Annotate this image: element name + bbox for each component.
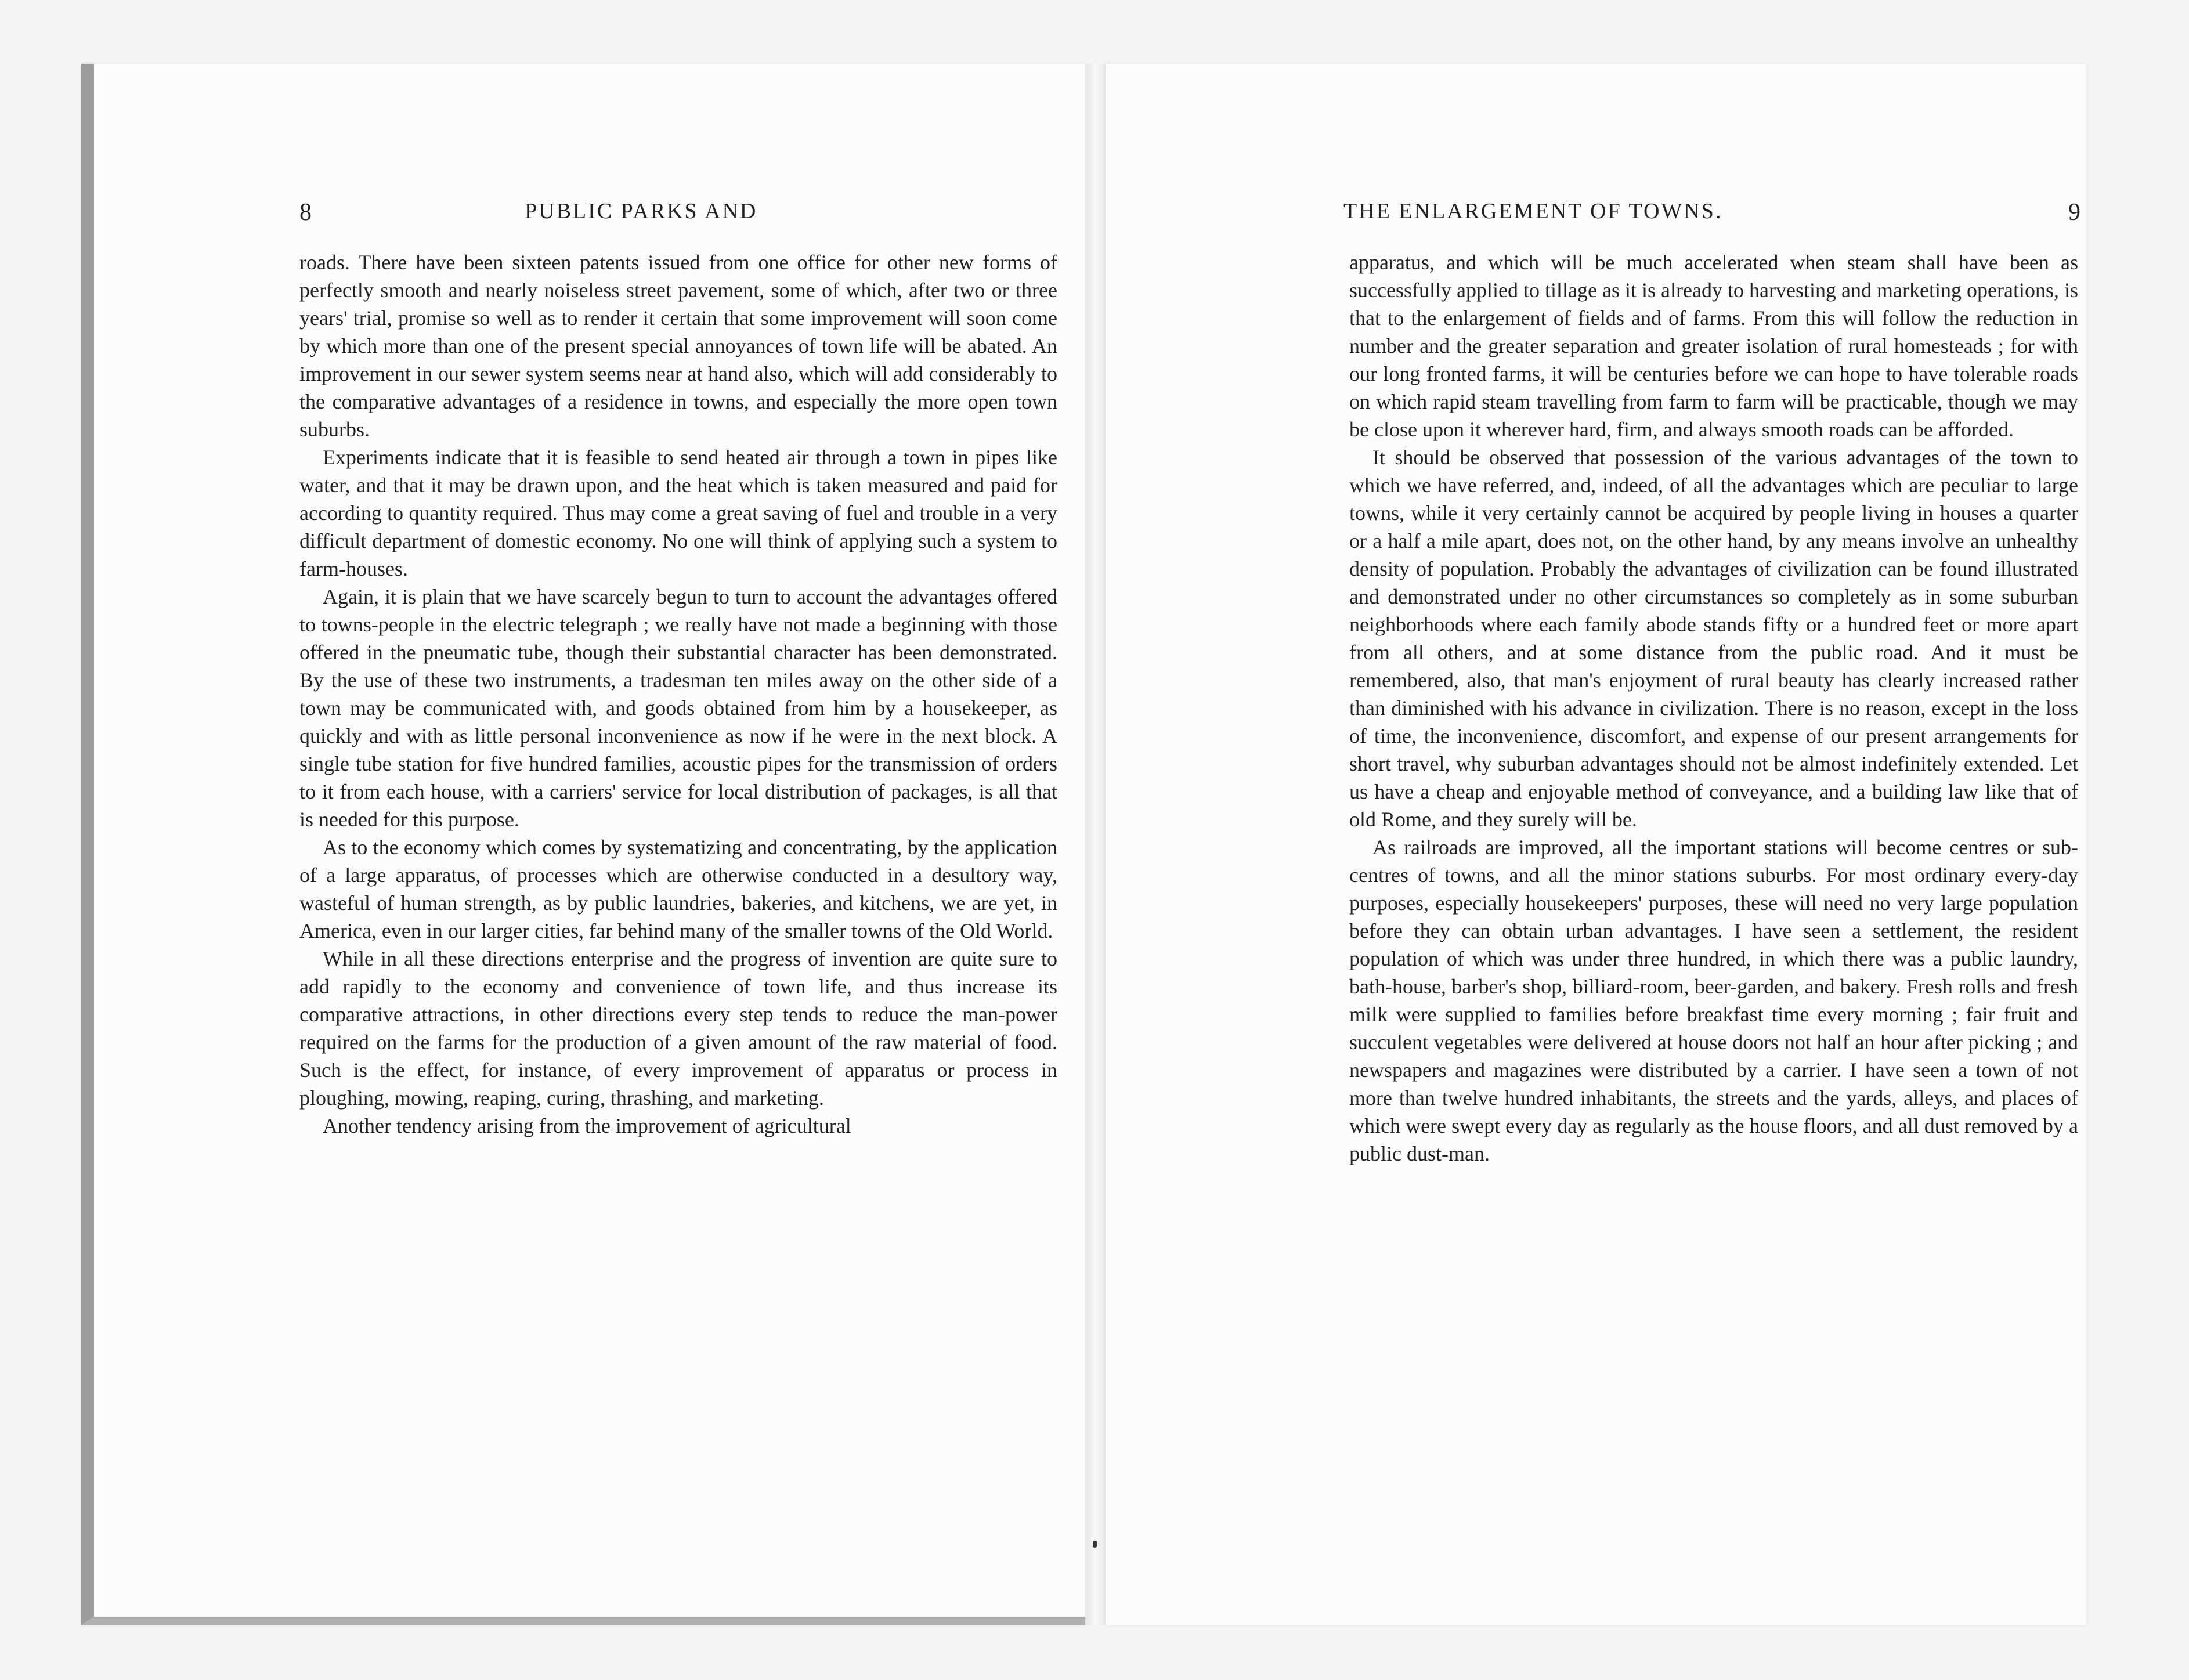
right-running-head: THE ENLARGEMENT OF TOWNS.: [1343, 199, 1723, 223]
paragraph: Another tendency arising from the improvement of agricultural: [323, 1114, 851, 1137]
left-page-number: 8: [299, 199, 312, 226]
right-page: [1106, 64, 2086, 1625]
paragraph: As railroads are improved, all the important stations will become centres or sub-centres of towns, and all the minor stations suburbs. For most ordinary every-day purposes, especially housekeepers' purposes, these will need no very large population before they can obtain urban advantages. I have seen a settlement, the resident population of which was under three hundred, in which there was a public laundry, bath-house, barber's shop, billiard-room, beer-garden, and bakery. Fresh rolls and fresh milk were supplied to families before breakfast time every morning ; fair fruit and succulent vegetables were delivered at house doors not half an hour after picking ; and newspapers and magazines were distributed by a carrier. I have seen a town of not more than twelve hundred inhabitants, the streets and the yards, alleys, and places of which were swept every day as regularly as the house floors, and all dust removed by a public dust-man.: [1349, 836, 2078, 1165]
paragraph: While in all these directions enterprise and the progress of invention are quite sure to add rapidly to the economy and convenience of town life, and thus increase its comparative attractions, in other directions every step tends to reduce the man-power required on the farms for the production of a given amount of the raw material of food. Such is the effect, for instance, of every improvement of apparatus or process in ploughing, mowing, reaping, curing, thrashing, and marketing.: [299, 947, 1057, 1110]
paragraph: roads. There have been sixteen patents issued from one office for other new forms of perfectly smooth and nearly noiseless street pavement, some of which, after two or three years' trial, promise so well as to render it certain that some improvement will soon come by which more than one of the present special annoyances of town life will be abated. An improvement in our sewer system seems near at hand also, which will add considerably to the comparative advantages of a residence in towns, and especially the more open town suburbs.: [299, 251, 1057, 441]
open-book: [81, 64, 2095, 1636]
paragraph: As to the economy which comes by systematizing and concentrating, by the application of a large apparatus, of processes which are otherwise conducted in a desultory way, wasteful of human strength, as by public laundries, bakeries, and kitchens, we are yet, in America, even in our larger cities, far behind many of the smaller towns of the Old World.: [299, 836, 1057, 942]
paragraph: Again, it is plain that we have scarcely begun to turn to account the advantages offered to towns-people in the electric telegraph ; we really have not made a beginning with those offered in the pneumatic tube, though their substantial character has been demonstrated. By the use of these two instruments, a tradesman ten miles away on the other side of a town may be communicated with, and goods obtained from him by a housekeeper, as quickly and with as little personal inconvenience as now if he were in the next block. A single tube station for five hundred families, acoustic pipes for the transmission of orders to it from each house, with a carriers' service for local distribution of packages, is all that is needed for this purpose.: [299, 585, 1057, 831]
paragraph: Experiments indicate that it is feasible to send heated air through a town in pipes like water, and that it may be drawn upon, and the heat which is taken measured and paid for according to quantity required. Thus may come a great saving of fuel and trouble in a very difficult department of domestic economy. No one will think of applying such a system to farm-houses.: [299, 446, 1057, 580]
book-gutter: [1085, 64, 1106, 1625]
paragraph: apparatus, and which will be much accelerated when steam shall have been as successfully applied to tillage as it is already to harvesting and marketing operations, is that to the enlargement of fields and of farms. From this will follow the reduction in number and the greater separation and greater isolation of rural homesteads ; for with our long fronted farms, it will be centuries before we can hope to have tolerable roads on which rapid steam travelling from farm to farm will be practicable, though we may be close upon it wherever hard, firm, and always smooth roads can be afforded.: [1349, 251, 2078, 441]
gutter-mark: [1093, 1541, 1097, 1548]
left-running-head: PUBLIC PARKS AND: [525, 199, 758, 223]
left-page-body: [299, 248, 1057, 1140]
left-page: [81, 64, 1085, 1625]
right-page-body: [1349, 248, 2078, 1168]
right-page-header: [1343, 198, 2080, 227]
left-page-header: [299, 198, 1057, 227]
paragraph: It should be observed that possession of the various advantages of the town to which we have referred, and, indeed, of all the advantages which are peculiar to large towns, while it very certainly cannot be acquired by people living in houses a quarter or a half a mile apart, does not, on the other hand, by any means involve an unhealthy density of population. Probably the advantages of civilization can be found illustrated and demonstrated under no other circumstances so completely as in some suburban neighborhoods where each family abode stands fifty or a hundred feet or more apart from all others, and at some distance from the public road. And it must be remembered, also, that man's enjoyment of rural beauty has clearly increased rather than diminished with his advance in civilization. There is no reason, except in the loss of time, the inconvenience, discomfort, and expense of our present arrangements for short travel, why suburban advantages should not be almost indefinitely extended. Let us have a cheap and enjoyable method of conveyance, and a building law like that of old Rome, and they surely will be.: [1349, 446, 2078, 831]
right-page-number: 9: [2068, 199, 2080, 226]
